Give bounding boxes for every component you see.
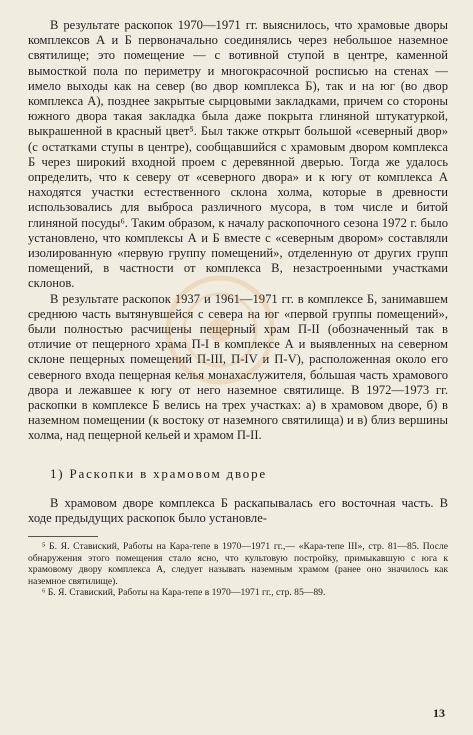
page-body xyxy=(28,18,448,599)
page-number: 13 xyxy=(433,706,445,720)
footnote-6: ⁶ Б. Я. Ставиский, Работы на Кара-тепе в 1970—1971 гг., стр. 85—89. xyxy=(42,587,326,599)
footnote-separator xyxy=(28,536,98,537)
paragraph-1: В результате раскопок 1970—1971 гг. выяснилось, что храмовые дворы комплексов А и Б первоначально соединялись через небольшое наземное святилище; это помещение — с вотивной ступой в центре, каменной вымосткой пола по периметру и многокрасочной росписью на стенах — имело выходы как на север (во двор комплекса Б), так и на юг (во двор комплекса А), позднее закрытые сырцовыми закладками, причем со стороны южного двора такая закладка была даже покрыта глиняной штукатуркой, выкрашенной в красный цвет⁵. Был также открыт большой «северный двор» (с остатками ступы в центре), сообщавшийся с храмовым двором комплекса Б через широкий входной проем с деревянной дверью. Тогда же удалось определить, что к северу от «северного двора» и к югу от комплекса А находятся участки естественного склона холма, которые в древности использовались для выброса различного мусора, в том числе и битой глиняной посуды⁶. Таким образом, к началу раскопочного сезона 1972 г. было установлено, что комплексы А и Б вместе с «северным двором» составляли изолированную «первую группу помещений», отделенную от других групп помещений, в частности от комплекса В, незастроенными участками склонов. xyxy=(28,18,448,291)
footnote-5: ⁵ Б. Я. Ставиский, Работы на Кара-тепе в 1970—1971 гг.,— «Кара-тепе III», стр. 81—85. После обнаружения этого помещения стало ясно, что культовую постройку, примыкавшую с юга к храмовому двору комплекса А, следует называть наземным храмом (ранее оно значилось как наземное святилище). xyxy=(28,541,448,587)
section-heading: 1) Раскопки в храмовом дворе xyxy=(50,465,267,481)
paragraph-2: В результате раскопок 1937 и 1961—1971 гг. в комплексе Б, занимавшем среднюю часть вытянувшейся с севера на юг «первой группы помещений», были полностью расчищены пещерный храм П-II (обозначенный так в отличие от пещерного храма П-I в комплексе А и выявленных на северном склоне пещерных помещений П-III, П-IV и П-V), расположенная около его северного входа пещерная келья монахаслужителя, бо́льшая часть храмового двора и лежавшее к югу от него наземное святилище. В 1972—1973 гг. раскопки в комплексе Б велись на трех участках: а) в храмовом дворе, б) в наземном помещении (к востоку от наземного святилища) и в) близ вершины холма, над пещерной кельей и храмом П-II. xyxy=(28,291,448,443)
paragraph-3: В храмовом дворе комплекса Б раскапывалась его восточная часть. В ходе предыдущих раскопок было установле- xyxy=(28,495,448,525)
